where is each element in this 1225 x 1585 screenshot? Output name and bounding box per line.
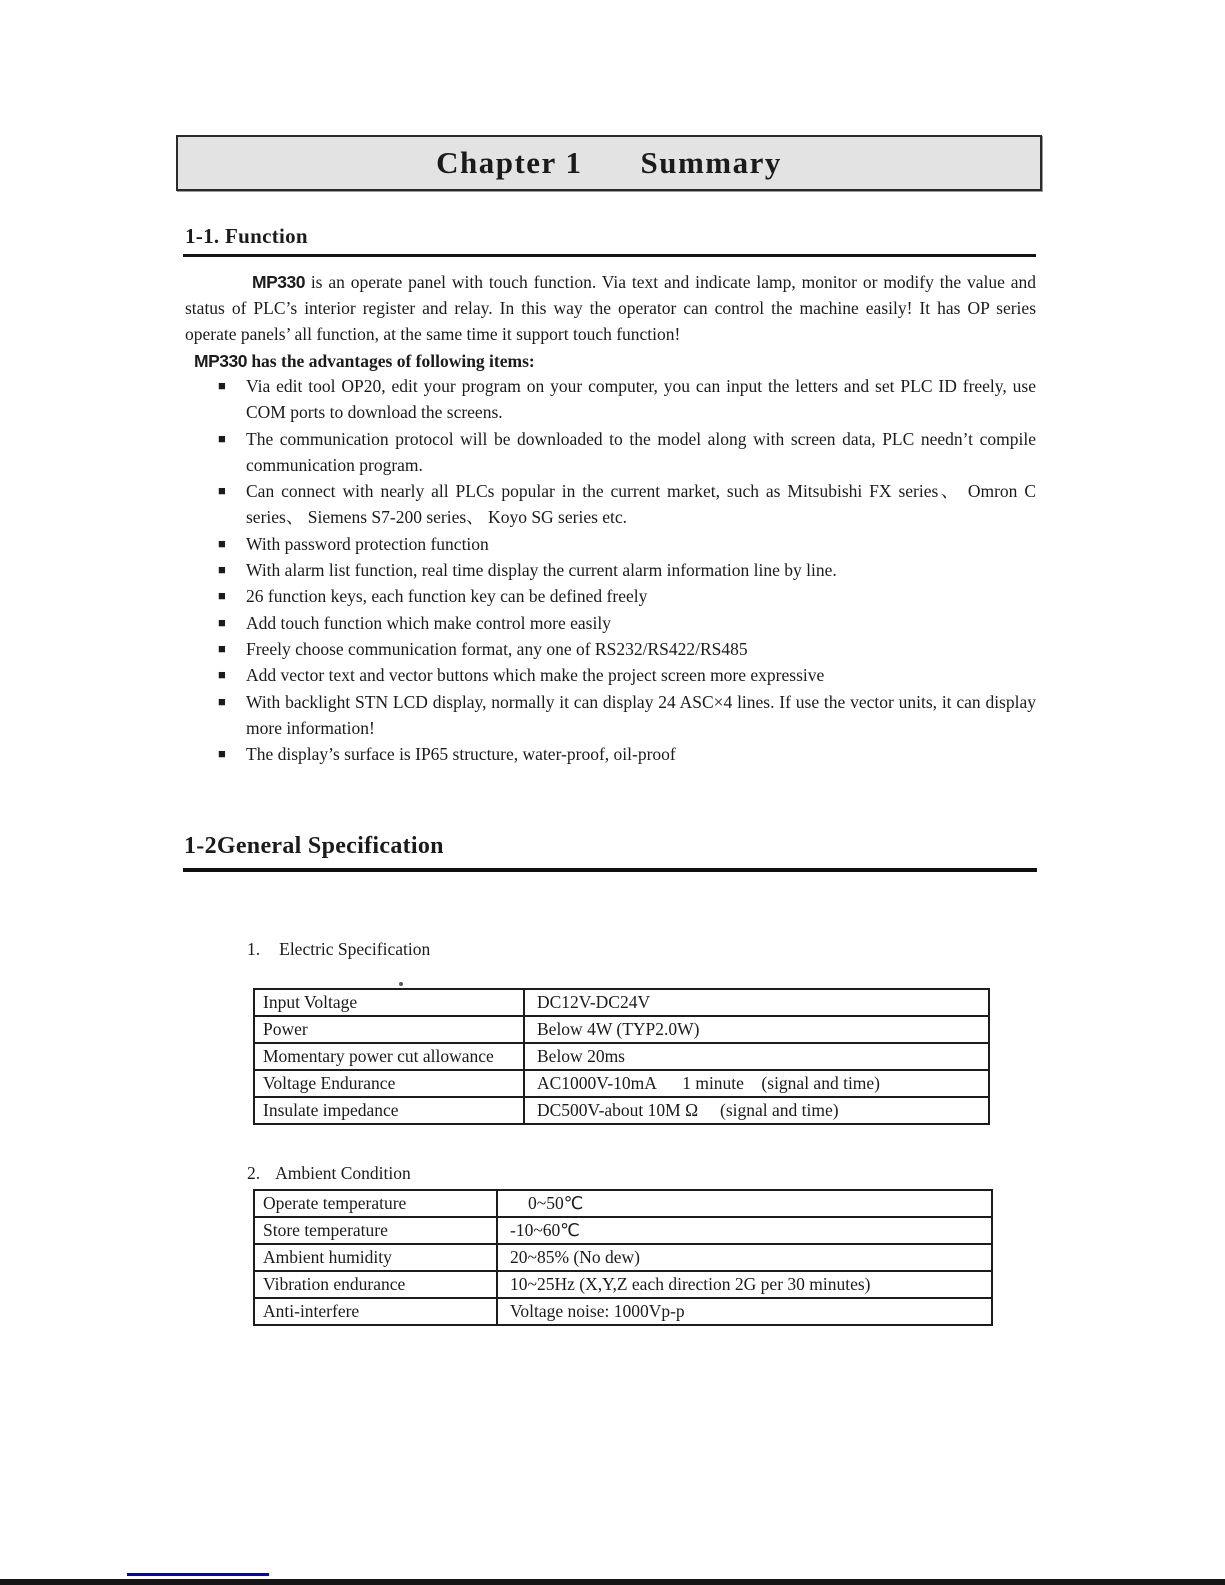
spec-name-cell: Anti-interfere <box>254 1298 497 1325</box>
bullet-item <box>218 426 1036 479</box>
electric-spec-label <box>247 939 430 960</box>
bullet-item <box>218 636 1036 662</box>
bullet-text: 26 function keys, each function key can be defined freely <box>246 586 648 607</box>
bullet-square-icon <box>218 610 226 636</box>
bullet-item <box>218 557 1036 583</box>
ambient-condition-label <box>247 1163 411 1184</box>
bullet-item <box>218 610 1036 636</box>
bullet-text: With backlight STN LCD display, normally it can display 24 ASC×4 lines. If use the vector units, it can display more information! <box>246 691 1036 738</box>
spec-value-cell: AC1000V-10mA 1 minute (signal and time) <box>524 1070 989 1097</box>
spec-value-cell: 10~25Hz (X,Y,Z each direction 2G per 30 minutes) <box>497 1271 992 1298</box>
spec-value-cell: 20~85% (No dew) <box>497 1244 992 1271</box>
table-row <box>254 1217 992 1244</box>
function-heading-rule <box>183 254 1036 257</box>
intro-paragraph-text: is an operate panel with touch function. Via text and indicate lamp, monitor or modify the value and status of PLC’s interior register and relay. In this way the operator can control the machine easily! It has OP series operate panels’ all function, at the same time it support touch function! <box>185 272 1036 345</box>
electric-spec-table <box>253 988 990 1125</box>
bullet-text: With alarm list function, real time display the current alarm information line by line. <box>246 560 837 581</box>
ambient-condition-table <box>253 1189 993 1326</box>
bullet-square-icon <box>218 426 226 452</box>
spec-name-cell: Vibration endurance <box>254 1271 497 1298</box>
bullet-text: The display’s surface is IP65 structure, water-proof, oil-proof <box>246 744 676 765</box>
chapter-title-left: Chapter 1 <box>436 145 583 180</box>
bullet-item <box>218 689 1036 742</box>
spec-value-cell: Below 20ms <box>524 1043 989 1070</box>
stray-dot-artifact <box>399 982 403 986</box>
spec-value-cell: Voltage noise: 1000Vp-p <box>497 1298 992 1325</box>
spec-value-cell: -10~60℃ <box>497 1217 992 1244</box>
spec-value-cell: DC500V-about 10M Ω (signal and time) <box>524 1097 989 1124</box>
section-heading-function: 1-1. Function <box>185 224 308 248</box>
spec-name-cell: Input Voltage <box>254 989 524 1016</box>
bullet-text: Can connect with nearly all PLCs popular in the current market, such as Mitsubishi FX series、 Omron C series、 Siemens S7-200 series、 Koyo SG series etc. <box>246 481 1036 528</box>
table-row <box>254 1190 992 1217</box>
bullet-square-icon <box>218 689 226 715</box>
bullet-text: With password protection function <box>246 533 489 554</box>
bullet-item <box>218 662 1036 688</box>
bullet-item <box>218 741 1036 767</box>
page-bottom-border <box>0 1579 1225 1585</box>
electric-spec-number: 1. <box>247 939 261 959</box>
table-row <box>254 1016 989 1043</box>
footer-link-underline[interactable] <box>127 1573 269 1576</box>
bullet-text: Via edit tool OP20, edit your program on your computer, you can input the letters and set PLC ID freely, use COM ports to download the screens. <box>246 376 1036 423</box>
intro-paragraph <box>185 269 1036 348</box>
bullet-square-icon <box>218 557 226 583</box>
bullet-item <box>218 373 1036 426</box>
table-row <box>254 989 989 1016</box>
spec-name-cell: Store temperature <box>254 1217 497 1244</box>
spec-name-cell: Power <box>254 1016 524 1043</box>
table-row <box>254 1298 992 1325</box>
spec-name-cell: Momentary power cut allowance <box>254 1043 524 1070</box>
bullet-square-icon <box>218 636 226 662</box>
general-spec-heading-rule <box>183 868 1037 872</box>
chapter-title-box <box>176 135 1042 191</box>
bullet-square-icon <box>218 531 226 557</box>
table-row <box>254 1097 989 1124</box>
bullet-item <box>218 583 1036 609</box>
bullet-item <box>218 531 1036 557</box>
bullet-text: Add vector text and vector buttons which make the project screen more expressive <box>246 665 825 686</box>
bullet-text: The communication protocol will be downloaded to the model along with screen data, PLC needn’t compile communication program. <box>246 428 1036 475</box>
spec-value-cell: 0~50℃ <box>497 1190 992 1217</box>
table-row <box>254 1043 989 1070</box>
brand-name: MP330 <box>252 272 305 292</box>
table-row <box>254 1070 989 1097</box>
bullet-text: Freely choose communication format, any one of RS232/RS422/RS485 <box>246 638 748 659</box>
bullet-square-icon <box>218 373 226 399</box>
spec-name-cell: Voltage Endurance <box>254 1070 524 1097</box>
advantages-lead-text: has the advantages of following items: <box>246 350 535 371</box>
chapter-title-right: Summary <box>640 145 782 180</box>
spec-name-cell: Insulate impedance <box>254 1097 524 1124</box>
table-row <box>254 1271 992 1298</box>
table-row <box>254 1244 992 1271</box>
advantages-bullet-list <box>218 373 1036 767</box>
brand-name: MP330 <box>194 350 247 371</box>
spec-value-cell: DC12V-DC24V <box>524 989 989 1016</box>
spec-value-cell: Below 4W (TYP2.0W) <box>524 1016 989 1043</box>
advantages-lead <box>185 348 1036 374</box>
spec-name-cell: Ambient humidity <box>254 1244 497 1271</box>
ambient-condition-title: Ambient Condition <box>275 1163 411 1183</box>
bullet-item <box>218 478 1036 531</box>
electric-spec-title: Electric Specification <box>279 939 431 959</box>
section-heading-general-specification: 1-2General Specification <box>184 833 444 859</box>
bullet-square-icon <box>218 583 226 609</box>
bullet-square-icon <box>218 741 226 767</box>
bullet-text: Add touch function which make control more easily <box>246 612 611 633</box>
ambient-condition-number: 2. <box>247 1163 261 1183</box>
bullet-square-icon <box>218 478 226 504</box>
spec-name-cell: Operate temperature <box>254 1190 497 1217</box>
bullet-square-icon <box>218 662 226 688</box>
function-intro <box>185 269 1036 374</box>
